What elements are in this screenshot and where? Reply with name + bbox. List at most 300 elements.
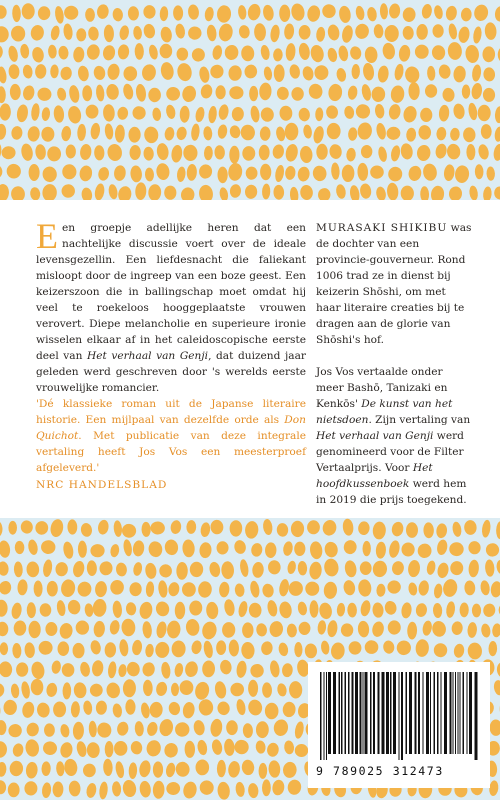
barcode-bar xyxy=(418,672,420,754)
pattern-blob xyxy=(199,780,215,796)
pattern-blob xyxy=(125,602,136,616)
pattern-blob xyxy=(250,663,265,678)
pattern-blob xyxy=(485,543,500,558)
pattern-blob xyxy=(71,701,81,718)
pattern-blob xyxy=(372,602,384,618)
pattern-blob xyxy=(436,127,447,141)
pattern-blob xyxy=(422,620,433,637)
pattern-blob xyxy=(291,87,303,101)
pattern-blob xyxy=(117,106,129,120)
pattern-blob xyxy=(224,738,236,756)
pattern-blob xyxy=(337,45,349,62)
pattern-blob xyxy=(480,623,491,638)
pattern-blob xyxy=(68,84,81,103)
pattern-blob xyxy=(436,523,448,539)
barcode-bar xyxy=(455,672,456,754)
pattern-blob xyxy=(291,521,304,537)
pattern-blob xyxy=(241,641,256,659)
pattern-blob xyxy=(240,124,256,141)
pattern-blob xyxy=(404,66,420,84)
barcode-bars xyxy=(316,672,482,760)
pattern-blob xyxy=(335,183,347,199)
barcode-bar xyxy=(355,672,358,754)
pattern-blob xyxy=(16,104,29,123)
pattern-blob xyxy=(164,539,179,556)
pattern-blob xyxy=(129,582,142,597)
pattern-blob xyxy=(174,761,190,778)
pattern-blob xyxy=(407,559,421,578)
pattern-blob xyxy=(301,65,314,81)
pattern-blob xyxy=(58,46,69,60)
pattern-blob xyxy=(217,760,226,778)
pattern-blob xyxy=(195,759,209,775)
pattern-blob xyxy=(59,622,74,640)
barcode-bar xyxy=(345,672,347,754)
pattern-blob xyxy=(73,682,87,699)
pattern-blob xyxy=(0,66,8,84)
pattern-blob xyxy=(376,584,386,597)
pattern-blob xyxy=(219,581,230,597)
pattern-blob xyxy=(94,183,106,201)
pattern-blob xyxy=(312,165,328,182)
pattern-blob xyxy=(256,721,269,738)
barcode-bar xyxy=(360,672,362,754)
pattern-blob xyxy=(282,761,297,778)
pattern-blob xyxy=(494,106,500,124)
pattern-blob xyxy=(166,620,181,639)
pattern-blob xyxy=(425,84,438,98)
pattern-blob xyxy=(206,601,219,619)
pattern-blob xyxy=(13,620,27,636)
pattern-blob xyxy=(0,762,7,777)
pattern-blob xyxy=(179,680,193,695)
pattern-blob xyxy=(443,164,455,182)
pattern-blob xyxy=(62,682,71,699)
pattern-blob xyxy=(490,581,500,598)
pattern-blob xyxy=(160,44,173,59)
pattern-blob xyxy=(202,660,215,677)
pattern-blob xyxy=(234,739,250,755)
pattern-blob xyxy=(237,5,247,20)
pattern-blob xyxy=(227,760,241,778)
pattern-blob xyxy=(196,739,208,756)
pattern-blob xyxy=(304,643,317,658)
pattern-blob xyxy=(145,167,155,181)
pattern-blob xyxy=(171,640,186,657)
pattern-blob xyxy=(298,107,311,122)
pattern-blob xyxy=(17,579,28,596)
pattern-blob xyxy=(194,681,211,701)
pattern-blob xyxy=(112,703,123,718)
pattern-blob xyxy=(106,143,123,162)
pattern-blob xyxy=(442,578,459,598)
author-bio: MURASAKI SHIKIBU was de dochter van een provincie-gouverneur. Rond 1006 trad ze in dienst bij keizerin Shōshi, om met haar literaire creaties bij te dragen aan de glorie van Shōshi's hof. xyxy=(316,222,472,346)
pattern-blob xyxy=(294,642,302,657)
pattern-blob xyxy=(388,3,401,19)
pattern-blob xyxy=(59,741,74,758)
barcode-bar xyxy=(437,672,439,754)
pattern-blob xyxy=(342,518,354,536)
pattern-blob xyxy=(373,24,383,39)
pattern-blob xyxy=(415,602,428,617)
pattern-blob xyxy=(131,639,143,655)
pattern-blob xyxy=(0,701,1,718)
pattern-blob xyxy=(468,559,480,577)
pattern-blob xyxy=(416,144,431,162)
translator-bio: Jos Vos vertaalde onder meer Bashō, Tanizaki en Kenkōs' De kunst van het nietsdoen. Zijn vertaling van Het verhaal van Genji werd genomineerd voor de Filter Vertaalprijs. Voor Het hoofdkussenboek werd hem in 2019 die prijs toegekend. xyxy=(316,366,471,506)
pattern-blob xyxy=(274,64,285,82)
pattern-blob xyxy=(357,579,372,597)
pattern-blob xyxy=(9,760,24,777)
pattern-blob xyxy=(284,165,296,180)
pattern-blob xyxy=(453,65,467,83)
pattern-blob xyxy=(155,621,168,639)
pattern-blob xyxy=(155,600,171,617)
pattern-blob xyxy=(278,578,290,597)
pattern-blob xyxy=(165,762,177,778)
pattern-blob xyxy=(384,25,398,42)
pattern-blob xyxy=(90,544,105,558)
pattern-blob xyxy=(242,622,253,638)
description-column xyxy=(36,216,306,493)
pattern-blob xyxy=(247,3,262,22)
pattern-blob xyxy=(309,561,323,580)
barcode-bar xyxy=(423,672,424,754)
pattern-blob xyxy=(445,5,458,21)
pattern-blob xyxy=(327,123,341,139)
pattern-blob xyxy=(321,3,337,19)
pattern-blob xyxy=(230,683,244,697)
pattern-blob xyxy=(132,561,143,576)
pattern-blob xyxy=(438,105,450,122)
pattern-blob xyxy=(242,146,255,161)
description-text: Een groepje adellijke heren dat een nachtelijke discussie voert over de ideale levensgezellin. Een liefdesnacht die faliekant misloopt door de ingreep van een boze geest. Een keizerszoon die in ballingschap moet omdat hij veel te roekeloos hooggeplaatste vrouwen verovert. Diepe melancholie en superieure ironie wisselen elkaar af in het caleidoscopische eerste deel van Het verhaal van Genji, dat duizend jaar geleden werd geschreven door 's werelds eerste vrouwelijke romancier. xyxy=(36,216,306,394)
pattern-blob xyxy=(160,26,173,43)
pattern-blob xyxy=(289,64,301,80)
pattern-blob xyxy=(250,542,263,557)
pattern-blob xyxy=(238,24,251,39)
pattern-blob xyxy=(171,683,179,696)
pattern-blob xyxy=(88,720,97,737)
pattern-blob xyxy=(488,641,497,656)
pattern-blob xyxy=(170,519,182,534)
pattern-blob xyxy=(266,742,279,757)
pattern-blob xyxy=(35,521,48,535)
pattern-blob xyxy=(354,23,370,40)
pattern-blob xyxy=(66,144,76,158)
pattern-blob xyxy=(237,600,249,618)
pattern-blob xyxy=(290,2,306,22)
pattern-blob xyxy=(168,701,182,716)
pattern-blob xyxy=(47,581,58,597)
pattern-blob xyxy=(427,66,436,81)
pattern-blob xyxy=(494,126,500,142)
pattern-blob xyxy=(450,127,461,141)
pattern-blob xyxy=(297,166,310,182)
pattern-blob xyxy=(255,740,266,754)
pattern-blob xyxy=(182,539,195,558)
pattern-blob xyxy=(391,521,405,537)
pattern-blob xyxy=(452,103,465,120)
pattern-blob xyxy=(331,162,340,180)
pattern-blob xyxy=(158,718,174,737)
pattern-blob xyxy=(454,165,470,184)
pattern-blob xyxy=(464,520,477,536)
pattern-blob xyxy=(148,44,159,60)
pattern-blob xyxy=(145,739,162,757)
pattern-blob xyxy=(36,86,52,102)
pattern-blob xyxy=(182,780,198,799)
pattern-blob xyxy=(477,143,490,160)
pattern-blob xyxy=(462,84,470,98)
pattern-blob xyxy=(371,86,385,102)
pattern-blob xyxy=(420,108,432,122)
pattern-blob xyxy=(0,163,4,179)
pattern-blob xyxy=(299,25,311,40)
pattern-blob xyxy=(89,683,104,698)
pattern-blob xyxy=(343,539,358,555)
pattern-blob xyxy=(92,598,107,617)
pattern-blob xyxy=(494,186,500,200)
pattern-blob xyxy=(24,781,37,796)
pattern-blob xyxy=(358,521,370,536)
pattern-blob xyxy=(250,105,261,123)
pattern-blob xyxy=(219,659,232,675)
pattern-blob xyxy=(484,22,497,40)
pattern-blob xyxy=(382,640,395,655)
pattern-blob xyxy=(55,562,68,577)
pattern-blob xyxy=(112,7,124,21)
pattern-blob xyxy=(209,64,224,79)
pattern-blob xyxy=(398,44,411,62)
barcode-bar xyxy=(399,672,400,760)
pattern-blob xyxy=(402,26,414,41)
pattern-blob xyxy=(54,6,65,25)
pattern-blob xyxy=(138,601,153,620)
pattern-blob xyxy=(144,562,157,579)
pattern-blob xyxy=(20,681,31,699)
pattern-blob xyxy=(185,618,201,637)
pattern-blob xyxy=(113,520,123,537)
pattern-blob xyxy=(226,720,238,735)
pattern-blob xyxy=(406,522,418,538)
pattern-blob xyxy=(42,559,53,578)
pattern-blob xyxy=(434,143,448,160)
pattern-blob xyxy=(217,781,231,800)
pattern-blob xyxy=(141,63,157,82)
pattern-blob xyxy=(152,107,162,121)
pattern-blob xyxy=(475,164,484,179)
pattern-blob xyxy=(128,6,140,21)
pattern-blob xyxy=(62,541,75,560)
pattern-blob xyxy=(8,521,17,535)
pattern-blob xyxy=(490,719,500,736)
pattern-blob xyxy=(164,186,176,200)
pattern-blob xyxy=(0,741,8,759)
pattern-blob xyxy=(252,562,265,579)
pattern-blob xyxy=(423,522,434,538)
pattern-blob xyxy=(72,560,86,578)
pattern-blob xyxy=(268,560,281,575)
pattern-blob xyxy=(272,144,285,160)
barcode-bar xyxy=(441,672,442,754)
pattern-blob xyxy=(20,520,34,535)
pattern-blob xyxy=(374,103,385,119)
pattern-blob xyxy=(351,64,360,79)
pattern-blob xyxy=(200,522,211,538)
pattern-blob xyxy=(53,701,67,717)
pattern-blob xyxy=(176,62,193,82)
pattern-blob xyxy=(128,762,137,779)
pattern-blob xyxy=(482,603,496,618)
pattern-blob xyxy=(384,600,398,616)
pattern-blob xyxy=(360,83,372,101)
pattern-blob xyxy=(34,580,43,596)
pattern-blob xyxy=(56,761,65,776)
pattern-blob xyxy=(89,639,102,655)
pattern-blob xyxy=(294,744,308,758)
pattern-blob xyxy=(206,24,217,42)
pattern-blob xyxy=(95,84,105,102)
pattern-blob xyxy=(254,23,267,41)
pattern-blob xyxy=(1,146,16,160)
pattern-blob xyxy=(24,738,40,757)
pattern-blob xyxy=(286,623,297,637)
pattern-blob xyxy=(157,580,168,598)
pattern-blob xyxy=(130,165,143,183)
pattern-blob xyxy=(134,721,144,737)
pattern-blob xyxy=(347,603,357,618)
pattern-blob xyxy=(450,561,464,576)
pattern-blob xyxy=(85,782,97,799)
pattern-blob xyxy=(105,682,121,700)
pattern-blob xyxy=(8,64,20,79)
pattern-blob xyxy=(104,123,114,140)
pattern-blob xyxy=(147,540,163,558)
pattern-blob xyxy=(488,780,499,797)
pattern-blob xyxy=(88,26,100,41)
pattern-blob xyxy=(327,24,341,42)
pattern-blob xyxy=(328,143,342,159)
pattern-blob xyxy=(30,24,45,41)
pattern-blob xyxy=(281,663,293,678)
pattern-blob xyxy=(282,541,294,557)
pattern-blob xyxy=(0,44,4,61)
pattern-blob xyxy=(298,622,310,636)
pattern-blob xyxy=(217,124,228,140)
pattern-blob xyxy=(28,621,40,639)
pattern-blob xyxy=(390,85,405,104)
pattern-blob xyxy=(150,521,165,535)
pattern-blob xyxy=(276,523,288,538)
pattern-blob xyxy=(422,163,438,182)
pattern-blob xyxy=(176,126,188,141)
pattern-blob xyxy=(29,187,41,201)
pattern-blob xyxy=(117,44,130,60)
pattern-blob xyxy=(342,579,356,596)
pattern-blob xyxy=(449,542,463,556)
pattern-blob xyxy=(262,4,275,22)
pattern-blob xyxy=(50,64,59,78)
pattern-blob xyxy=(481,519,492,538)
pattern-blob xyxy=(418,580,430,597)
pattern-blob xyxy=(433,603,443,619)
pattern-blob xyxy=(387,166,403,183)
pattern-blob xyxy=(96,721,113,739)
pattern-blob xyxy=(241,759,255,776)
pattern-blob xyxy=(414,44,429,59)
pattern-blob xyxy=(0,720,7,735)
pattern-blob xyxy=(31,46,45,63)
pattern-blob xyxy=(26,561,40,578)
pattern-blob xyxy=(0,682,6,699)
pattern-blob xyxy=(393,63,404,81)
pattern-blob xyxy=(303,124,313,139)
pattern-blob xyxy=(59,723,70,738)
pattern-blob xyxy=(176,166,186,182)
pattern-blob xyxy=(362,541,370,556)
pattern-blob xyxy=(372,521,386,540)
pattern-blob xyxy=(121,618,136,636)
pattern-blob xyxy=(76,28,86,41)
pattern-blob xyxy=(67,105,83,125)
pattern-blob xyxy=(260,107,275,123)
pattern-blob xyxy=(123,679,137,697)
pattern-blob xyxy=(278,642,289,657)
pattern-blob xyxy=(155,681,168,697)
barcode-bar xyxy=(365,672,368,754)
pattern-blob xyxy=(494,6,500,23)
pattern-blob xyxy=(448,23,459,40)
pattern-blob xyxy=(436,562,450,579)
pattern-blob xyxy=(306,5,321,23)
pattern-blob xyxy=(27,539,39,556)
pattern-blob xyxy=(24,642,36,658)
pattern-blob xyxy=(261,583,274,598)
pattern-blob xyxy=(56,600,67,617)
pattern-blob xyxy=(11,25,26,41)
pattern-blob xyxy=(217,167,227,184)
pattern-blob xyxy=(388,103,402,120)
pattern-blob xyxy=(0,600,8,617)
barcode-bar xyxy=(352,672,354,754)
pattern-blob xyxy=(143,680,153,697)
pattern-blob xyxy=(481,124,492,139)
pattern-blob xyxy=(118,25,130,41)
pattern-blob xyxy=(26,722,40,738)
pattern-blob xyxy=(407,622,417,640)
pattern-blob xyxy=(50,25,61,41)
pattern-blob xyxy=(79,143,92,160)
pattern-blob xyxy=(235,698,247,716)
barcode-bar xyxy=(406,672,408,754)
pattern-blob xyxy=(400,143,414,161)
isbn-number: 9 789025 312473 xyxy=(316,764,444,778)
pattern-blob xyxy=(85,104,98,118)
pattern-blob xyxy=(7,45,19,63)
pattern-blob xyxy=(128,127,140,143)
pattern-blob xyxy=(145,581,154,597)
pattern-blob xyxy=(236,660,248,678)
pattern-blob xyxy=(467,642,482,660)
pattern-blob xyxy=(344,559,358,578)
pattern-blob xyxy=(175,602,186,620)
pattern-blob xyxy=(135,43,145,60)
pattern-blob xyxy=(229,184,242,199)
pattern-blob xyxy=(51,660,62,675)
pattern-blob xyxy=(113,165,126,182)
pattern-blob xyxy=(30,661,46,681)
